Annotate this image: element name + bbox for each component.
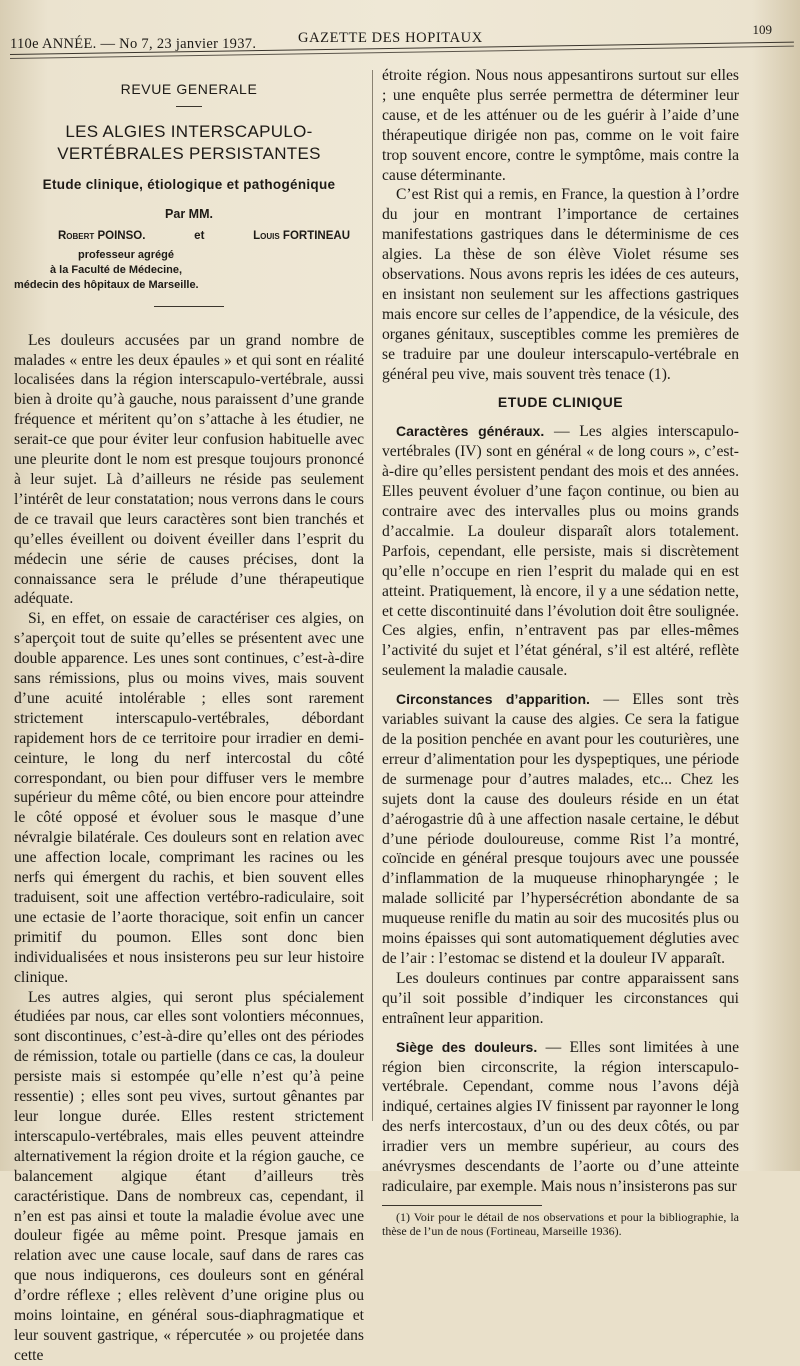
author-hospital: médecin des hôpitaux de Marseille. xyxy=(14,278,199,291)
paragraph-autres-algies: Les autres algies, qui seront plus spécialement étudiées par nous, car elles sont volontiers méconnues, sont discontinues, c’est-à-dire qu’elles ont des périodes de rémission, totale ou partielle (dans ce cas, la douleur persiste mais si estompée qu’elle n’est qu’à peine ressentie) ; elles sont peu vives, surtout gênantes par leur longue durée. Elles restent strictement interscapulo-vertébrales, mais elles peuvent atteindre alternativement la région droite et la région gauche, ce balancement algique étant d’ailleurs très caractéristique. Dans de nombreux cas, cependant, il n’en est pas ainsi et toute la maladie évolue avec une douleur figée au même point. Presque jamais en relation avec une cause locale, sauf dans de rares cas que nous indiquerons, ces douleurs sont en général d’ordre réflexe ; elles relèvent d’une origine plus ou moins lointaine, en général sous-diaphragmatique et leur souvent gastrique, « répercutée » ou projetée dans cette xyxy=(14,988,364,1364)
left-column xyxy=(14,66,364,1366)
paragraph-continuation: étroite région. Nous nous appesantirons surtout sur elles ; une enquête plus serrée permettra de déterminer leur cause, et de les atténuer ou de les guérir à l’aide d’une thérapeutique dirigée non pas, comme on le voit faire trop souvent encore, contre le symptôme, mais contre la cause déterminante. xyxy=(382,67,739,184)
paragraph-caracteres-generaux xyxy=(382,422,739,681)
author-poinso: Robert POINSO. xyxy=(58,229,146,242)
paragraph-circonstances xyxy=(382,690,739,969)
paragraph-siege xyxy=(382,1038,739,1197)
text-caracteres: — Les algies interscapulo-vertébrales (IV) sont en général « de long cours », c’est-à-dire qu’elles persistent pendant des mois et des années. Elles peuvent évoluer d’une façon continue, ou bien au contraire avec des intervalles plus ou moins grands d’accalmie. La douleur disparaît alors totalement. Parfois, cependant, elle persiste, mais si discrètement qu’elle n’occupe en rien l’esprit du malade qui en est atteint. Pratiquement, là encore, il y a une sédation nette, et cette discontinuité dans l’évolution doit être soulignée. Ces algies, enfin, n’entravent pas par elles-mêmes l’activité du sujet et l’état général, s’il est altéré, reflète seulement la maladie causale. xyxy=(382,423,739,680)
author-line xyxy=(14,227,364,247)
spacer xyxy=(382,681,739,690)
section-kicker: REVUE GENERALE xyxy=(120,81,258,97)
text-circonstances: — Elles sont très variables suivant la cause des algies. Ce sera la fatigue de la position penchée en avant pour les couturières, une erreur d’alimentation pour les dyspeptiques, une période de surmenage pour d’autres malades, etc... Chez les sujets dont la cause des douleurs réside en un état d’aérogastrie dû à une affection nasale certaine, le début d’une période douloureuse, comme Rist l’a montré, coïncide en général presque toujours avec une poussée d’inflammation de la muqueuse rhinopharyngée ; le malade sollicité par l’hypersécrétion abondante de sa muqueuse renifle du matin au soir des mucosités plus ou moins épaisses qui sont automatiquement dégluties avec de l’air : l’estomac se distend et la douleur IV apparaît. xyxy=(382,691,739,967)
paragraph-double-apparence: Si, en effet, on essaie de caractériser ces algies, on s’aperçoit tout de suite qu’elles se présentent avec une double apparence. Les unes sont continues, c’est-à-dire sans rémissions, plus ou moins vives, mais souvent d’une acuité intolérable ; elles sont rarement strictement interscapulo-vertébrales, débordant rapidement hors de ce territoire pour irradier en demi-ceinture, le long du nerf intercostal du côté correspondant, ou bien pour diffuser vers le membre supérieur du même côté, ou bien encore pour atteindre le côté opposé et évoluer sous le masque d’une névralgie bilatérale. Ces douleurs sont en relation avec une affection locale, comprimant les racines ou les nerfs qui émergent du rachis, et bien souvent elles traduisent, soit une affection vertébro-radiculaire, soit une ectasie de l’aorte thoracique, soit enfin un cancer primitif du poumon. Elles sont donc bien individualisées et nous insisterons peu sur leur histoire clinique. xyxy=(14,610,364,986)
footnote-rule xyxy=(382,1205,542,1206)
paragraph-intro: Les douleurs accusées par un grand nombre de malades « entre les deux épaules » et qui sont en réalité localisées dans la région interscapulo-vertébrale, aussi bien à droite qu’à gauche, nous paraissent d’une grande fréquence et méritent qu’on s’attache à les étudier, ne serait-ce que pour éviter leur confusion habituelle avec une pleurite dont le nom est presque toujours prononcé à leur sujet. Là d’ailleurs ne réside pas seulement l’intérêt de leur constatation; nous verrons dans le cours de ce travail que leurs caractères sont bien tranchés et qu’elles éveillent ou doivent éveiller dans l’esprit du médecin une série de causes précises, dont la connaissance sera le prélude d’une thérapeutique adéquate. xyxy=(14,331,364,608)
author-role: professeur agrégé xyxy=(78,248,174,261)
text-siege: — Elles sont limitées à une région bien circonscrite, la région interscapulo-vertébrale. Cependant, comme nous l’avons déjà indiqué, certaines algies IV finissent par rayonner le long des nerfs intercostaux, d’un ou des deux côtés, ou par irradier vers un membre supérieur, au cours des anévrysmes descendants de l’aorte ou d’une atteinte radiculaire, par exemple. Mais nous n’insisterons pas sur xyxy=(382,1038,739,1195)
kicker-rule xyxy=(176,106,202,107)
column-divider xyxy=(372,70,373,1121)
title-separator xyxy=(154,306,224,307)
runin-caracteres: Caractères généraux. xyxy=(396,423,545,440)
right-column xyxy=(382,66,739,1238)
section-heading-etude-clinique: ETUDE CLINIQUE xyxy=(497,393,624,410)
article-subtitle: Etude clinique, étiologique et pathogénique xyxy=(42,176,336,192)
runin-siege: Siège des douleurs. xyxy=(396,1038,538,1055)
footnote: (1) Voir pour le détail de nos observations et pour la bibliographie, la thèse de l’un de nous (Fortineau, Marseille 1936). xyxy=(382,1209,739,1238)
author-faculty: à la Faculté de Médecine, xyxy=(50,263,183,276)
spacer xyxy=(382,1029,739,1038)
paragraph-rist: C’est Rist qui a remis, en France, la question à l’ordre du jour en montrant l’importance de certaines manifestations gastriques dans le déterminisme de ces algies. La thèse de son élève Violet résume ses observations. Nous avons repris les idées de ces auteurs, en insistant non seulement sur les affections gastriques mais encore sur celles de l’appendice, de la vésicule, des organes génitaux, susceptibles comme les premières de se traduire par une douleur interscapulo-vertébrale en général peu vive, mais souvent très tenace (1). xyxy=(382,186,739,383)
issue-info: 110e ANNÉE. — No 7, 23 janvier 1937. xyxy=(10,36,257,52)
runin-circonstances: Circonstances d’apparition. xyxy=(396,691,590,708)
paragraph-douleurs-continues: Les douleurs continues par contre apparaissent sans qu’il soit possible d’indiquer les circonstances qui entraînent leur apparition. xyxy=(382,969,739,1027)
page-number: 109 xyxy=(752,22,772,37)
author-conjunction: et xyxy=(194,229,205,242)
author-fortineau: Louis FORTINEAU xyxy=(253,229,350,242)
byline-par: Par MM. xyxy=(165,206,213,221)
article-title: LES ALGIES INTERSCAPULO-VERTÉBRALES PERSISTANTES xyxy=(57,121,321,163)
journal-name: GAZETTE DES HOPITAUX xyxy=(298,30,483,46)
